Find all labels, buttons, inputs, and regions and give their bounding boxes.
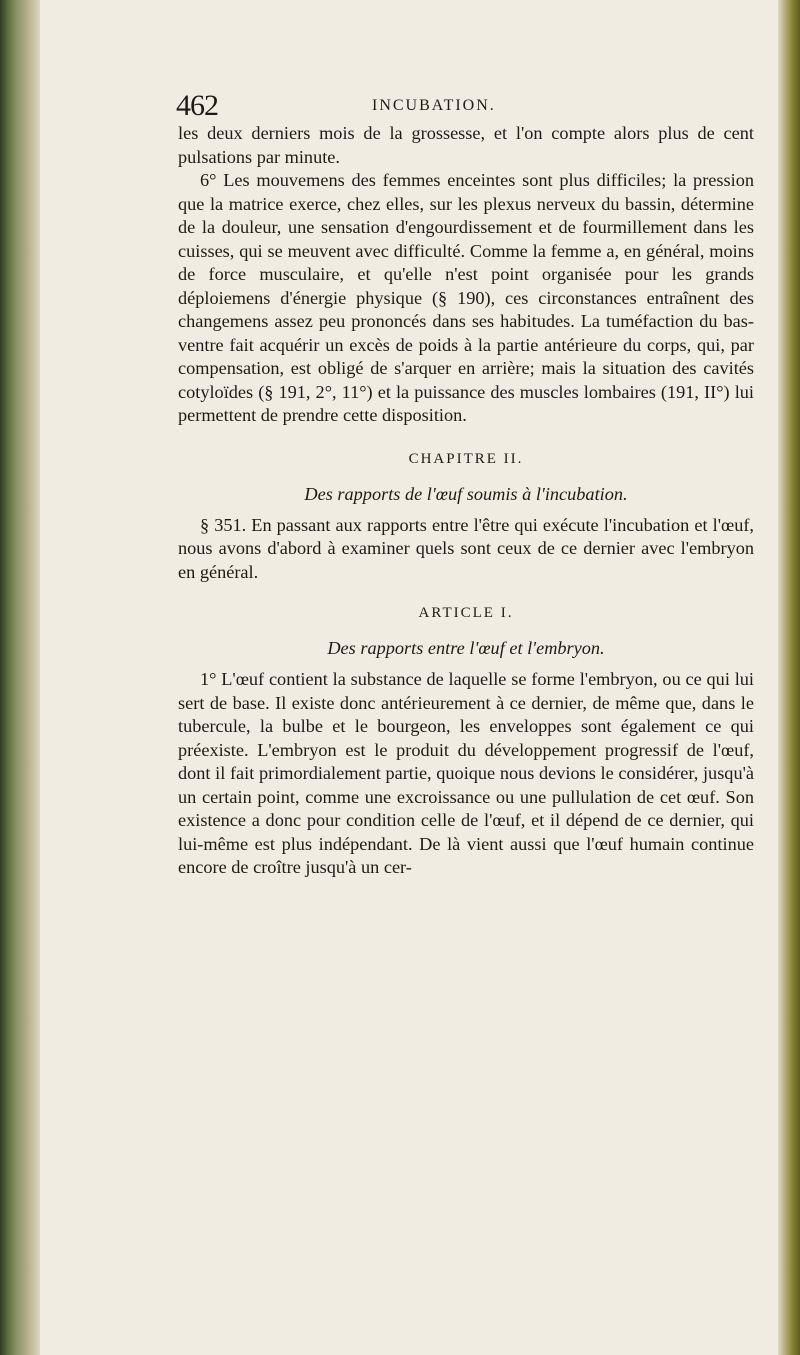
paragraph-6: 6° Les mouvemens des femmes enceintes sont plus difficiles; la pression que la matrice exerce, chez elles, sur les plexus nerveux du bassin, détermine de la douleur, une sensation d'engourdissement et de fourmillement dans les cuisses, qui se meuvent avec difficulté. Comme la femme a, en général, moins de force musculaire, et qu'elle n'est point organisée pour les grands déploiemens d'énergie physique (§ 190), ces circonstances entraînent des changemens assez peu prononcés dans ses habitudes. La tuméfaction du bas-ventre fait acquérir un excès de poids à la partie antérieure du corps, qui, par compensation, est obligé de s'arquer en arrière; mais la situation des cavités cotyloïdes (§ 191, 2°, 11°) et la puissance des muscles lombaires (191, II°) lui permettent de prendre cette disposition. bbox=[178, 170, 754, 425]
paragraph-351: § 351. En passant aux rapports entre l'être qui exécute l'incubation et l'œuf, nous avons d'abord à examiner quels sont ceux de ce dernier avec l'embryon en général. bbox=[178, 514, 754, 582]
page-number: 462 bbox=[176, 89, 218, 122]
book-binding-edge bbox=[0, 0, 40, 1355]
page-edge-right bbox=[778, 0, 800, 1355]
page-header bbox=[176, 88, 576, 124]
paragraph-article-1: 1° L'œuf contient la substance de laquelle se forme l'embryon, ou ce qui lui sert de base. Il existe donc antérieurement à ce dernier, de même que, dans le tubercule, la bulbe et le bourgeon, les enveloppes sont également ce qui préexiste. L'embryon est le produit du développement progressif de l'œuf, dont il fait primordialement partie, quoique nous devions le considérer, jusqu'à un certain point, comme une excroissance ou une pullulation de cet œuf. Son existence a donc pour condition celle de l'œuf, et il dépend de ce dernier, qui lui-même est plus indépendant. De là vient aussi que l'œuf humain continue encore de croître jusqu'à un cer- bbox=[178, 669, 754, 877]
paragraph-continuation: les deux derniers mois de la grossesse, et l'on compte alors plus de cent pulsations par minute. bbox=[178, 123, 754, 167]
chapter-subtitle: Des rapports de l'œuf soumis à l'incubation. bbox=[304, 483, 628, 504]
article-title: ARTICLE I. bbox=[418, 605, 514, 621]
article-subtitle: Des rapports entre l'œuf et l'embryon. bbox=[327, 638, 605, 658]
running-head: INCUBATION. bbox=[372, 97, 496, 114]
body-text bbox=[178, 122, 754, 880]
chapter-title: CHAPITRE II. bbox=[408, 450, 524, 467]
